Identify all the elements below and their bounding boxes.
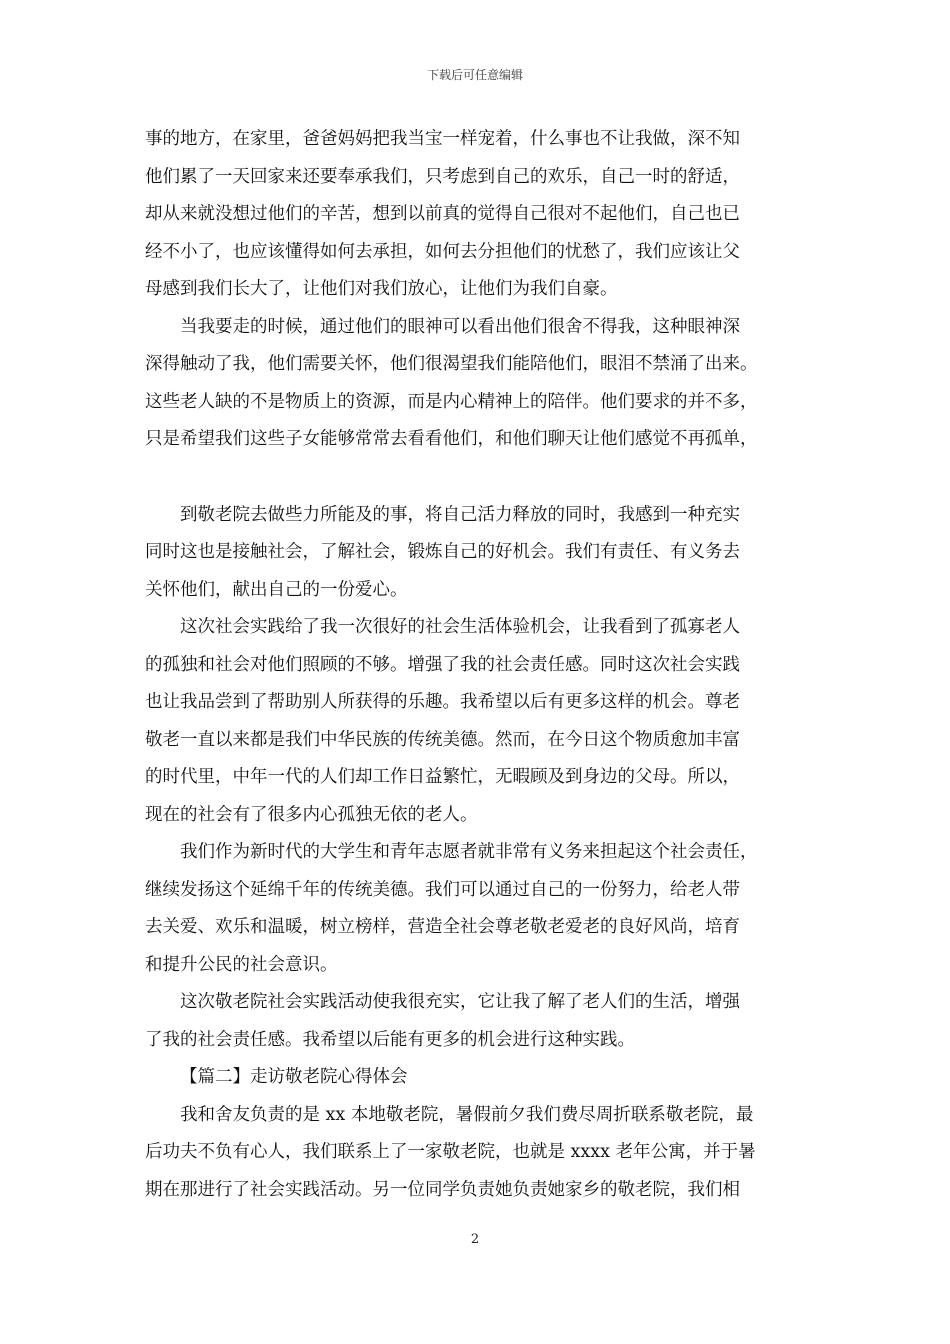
text-line: 这次社会实践给了我一次很好的社会生活体验机会，让我看到了孤寡老人: [180, 617, 740, 637]
text-line: 敬老一直以来都是我们中华民族的传统美德。然而，在今日这个物质愈加丰富: [145, 729, 740, 750]
text-line: 母感到我们长大了，让他们对我们放心，让他们为我们自豪。: [145, 279, 618, 299]
section-heading: [145, 1059, 817, 1097]
text-line: 我和舍友负责的是 xx 本地敬老院，暑假前夕我们费尽周折联系敬老院，最: [180, 1104, 754, 1125]
paragraph: [145, 984, 817, 1059]
text-line: 关怀他们，献出自己的一份爱心。: [145, 579, 408, 600]
text-line: 到敬老院去做些力所能及的事，将自己活力释放的同时，我感到一种充实: [180, 504, 740, 525]
text-line: 这次敬老院社会实践活动使我很充实，它让我了解了老人们的生活，增强: [180, 992, 740, 1012]
paragraph: [145, 834, 817, 984]
text-line: 【篇二】走访敬老院心得体会: [180, 1067, 408, 1087]
text-line: 深得触动了我，他们需要关怀，他们很渴望我们能陪他们，眼泪不禁涌了出来。: [145, 354, 758, 374]
text-line: 继续发扬这个延绵千年的传统美德。我们可以通过自己的一份努力，给老人带: [145, 879, 740, 900]
text-line: 同时这也是接触社会，了解社会，锻炼自己的好机会。我们有责任、有义务去: [145, 542, 740, 562]
text-line: 他们累了一天回家来还要奉承我们，只考虑到自己的欢乐，自己一时的舒适，: [145, 166, 740, 187]
paragraph: [145, 609, 817, 834]
paragraph: [145, 497, 817, 610]
paragraph: [145, 121, 817, 309]
paragraph-spacer: [145, 459, 817, 497]
paragraph: [145, 1097, 817, 1210]
text-line: 当我要走的时候，通过他们的眼神可以看出他们很舍不得我，这种眼神深: [180, 316, 740, 337]
text-line: 却从来就没想过他们的辛苦，想到以前真的觉得自己很对不起他们，自己也已: [145, 204, 740, 224]
text-line: 经不小了，也应该懂得如何去承担，如何去分担他们的忧愁了，我们应该让父: [145, 241, 740, 262]
text-line: 现在的社会有了很多内心孤独无依的老人。: [145, 804, 478, 825]
document-body: [145, 121, 817, 1209]
text-line: 了我的社会责任感。我希望以后能有更多的机会进行这种实践。: [145, 1029, 635, 1050]
text-line: 只是希望我们这些子女能够常常去看看他们，和他们聊天让他们感觉不再孤单，: [145, 429, 758, 449]
text-line: 后功夫不负有心人，我们联系上了一家敬老院，也就是 xxxx 老年公寓，并于暑: [145, 1142, 756, 1162]
text-line: 的孤独和社会对他们照顾的不够。增强了我的社会责任感。同时这次社会实践: [145, 654, 740, 675]
text-line: 去关爱、欢乐和温暖，树立榜样，营造全社会尊老敬老爱老的良好风尚，培育: [145, 917, 740, 937]
text-line: 事的地方，在家里，爸爸妈妈把我当宝一样宠着，什么事也不让我做，深不知: [145, 129, 740, 149]
text-line: 的时代里，中年一代的人们却工作日益繁忙，无暇顾及到身边的父母。所以，: [145, 767, 740, 787]
page-number: 2: [470, 1232, 480, 1247]
text-line: 也让我品尝到了帮助别人所获得的乐趣。我希望以后有更多这样的机会。尊老: [145, 692, 740, 712]
text-line: 这些老人缺的不是物质上的资源，而是内心精神上的陪伴。他们要求的并不多，: [145, 391, 758, 412]
page-header: 下载后可任意编辑: [426, 68, 523, 82]
paragraph: [145, 309, 817, 459]
text-line: 和提升公民的社会意识。: [145, 954, 338, 975]
text-line: 期在那进行了社会实践活动。另一位同学负责她负责她家乡的敬老院，我们相: [145, 1179, 740, 1200]
text-line: 我们作为新时代的大学生和青年志愿者就非常有义务来担起这个社会责任，: [180, 842, 758, 862]
